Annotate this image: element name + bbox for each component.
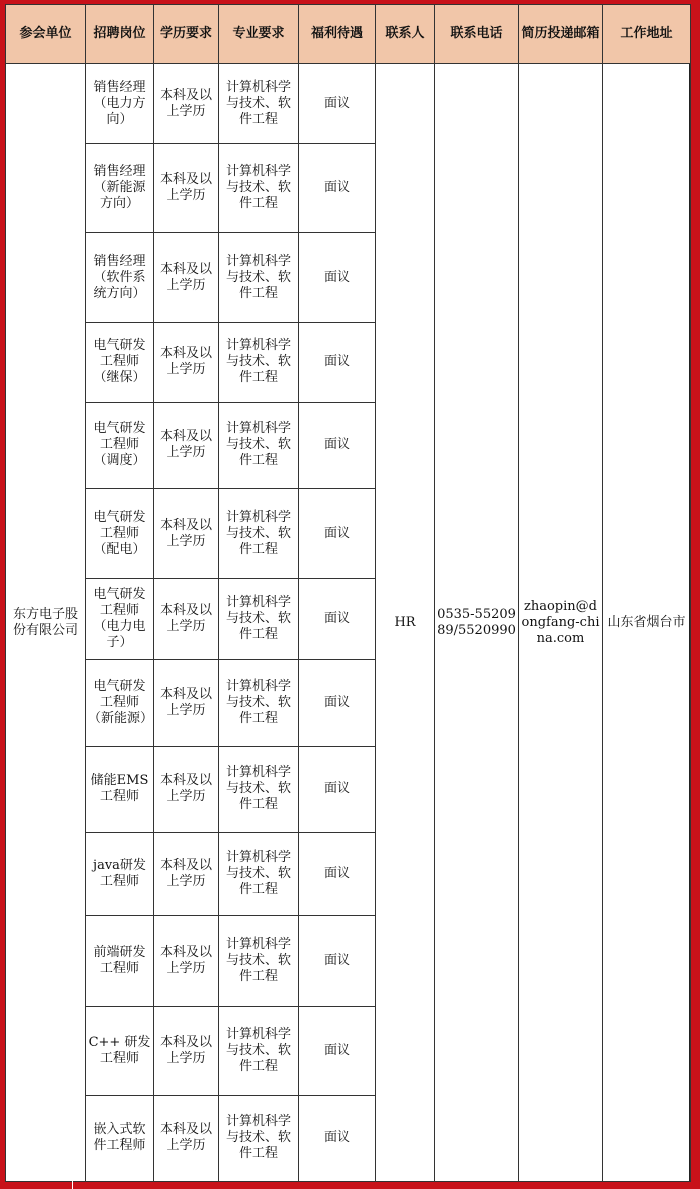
email-cell: zhaopin@dongfang-china.com bbox=[519, 64, 603, 1182]
major-cell: 计算机科学与技术、软件工程 bbox=[219, 144, 299, 233]
position-cell: 前端研发工程师 bbox=[86, 916, 154, 1007]
header-company: 参会单位 bbox=[6, 5, 86, 64]
education-cell: 本科及以上学历 bbox=[154, 659, 219, 746]
job-table-frame bbox=[5, 4, 690, 1182]
header-email: 简历投递邮箱 bbox=[519, 5, 603, 64]
major-cell: 计算机科学与技术、软件工程 bbox=[219, 322, 299, 402]
major-cell: 计算机科学与技术、软件工程 bbox=[219, 659, 299, 746]
position-cell: 电气研发工程师（继保） bbox=[86, 322, 154, 402]
position-cell: 储能EMS工程师 bbox=[86, 746, 154, 832]
phone-cell: 0535-5520989/5520990 bbox=[435, 64, 519, 1182]
major-cell: 计算机科学与技术、软件工程 bbox=[219, 832, 299, 915]
benefits-cell: 面议 bbox=[299, 659, 376, 746]
education-cell: 本科及以上学历 bbox=[154, 579, 219, 659]
major-cell: 计算机科学与技术、软件工程 bbox=[219, 1007, 299, 1095]
major-cell: 计算机科学与技术、软件工程 bbox=[219, 402, 299, 488]
education-cell: 本科及以上学历 bbox=[154, 64, 219, 144]
position-cell: java研发工程师 bbox=[86, 832, 154, 915]
contact-cell: HR bbox=[376, 64, 435, 1182]
position-cell: 电气研发工程师（调度） bbox=[86, 402, 154, 488]
benefits-cell: 面议 bbox=[299, 64, 376, 144]
header-phone: 联系电话 bbox=[435, 5, 519, 64]
benefits-cell: 面议 bbox=[299, 489, 376, 579]
header-address: 工作地址 bbox=[603, 5, 691, 64]
benefits-cell: 面议 bbox=[299, 1007, 376, 1095]
education-cell: 本科及以上学历 bbox=[154, 489, 219, 579]
benefits-cell: 面议 bbox=[299, 746, 376, 832]
education-cell: 本科及以上学历 bbox=[154, 144, 219, 233]
major-cell: 计算机科学与技术、软件工程 bbox=[219, 233, 299, 322]
address-cell: 山东省烟台市 bbox=[603, 64, 691, 1182]
position-cell: 电气研发工程师（新能源） bbox=[86, 659, 154, 746]
major-cell: 计算机科学与技术、软件工程 bbox=[219, 916, 299, 1007]
major-cell: 计算机科学与技术、软件工程 bbox=[219, 1095, 299, 1181]
benefits-cell: 面议 bbox=[299, 579, 376, 659]
corner-tick bbox=[72, 1181, 73, 1189]
education-cell: 本科及以上学历 bbox=[154, 832, 219, 915]
benefits-cell: 面议 bbox=[299, 1095, 376, 1181]
education-cell: 本科及以上学历 bbox=[154, 322, 219, 402]
position-cell: 电气研发工程师（电力电子） bbox=[86, 579, 154, 659]
benefits-cell: 面议 bbox=[299, 144, 376, 233]
header-education: 学历要求 bbox=[154, 5, 219, 64]
position-cell: 嵌入式软件工程师 bbox=[86, 1095, 154, 1181]
position-cell: C++ 研发工程师 bbox=[86, 1007, 154, 1095]
job-table bbox=[5, 4, 691, 1182]
header-position: 招聘岗位 bbox=[86, 5, 154, 64]
header-row bbox=[6, 5, 691, 64]
education-cell: 本科及以上学历 bbox=[154, 1007, 219, 1095]
position-cell: 销售经理（软件系统方向） bbox=[86, 233, 154, 322]
position-cell: 电气研发工程师（配电） bbox=[86, 489, 154, 579]
education-cell: 本科及以上学历 bbox=[154, 233, 219, 322]
benefits-cell: 面议 bbox=[299, 322, 376, 402]
education-cell: 本科及以上学历 bbox=[154, 402, 219, 488]
benefits-cell: 面议 bbox=[299, 233, 376, 322]
header-benefits: 福利待遇 bbox=[299, 5, 376, 64]
company-cell: 东方电子股份有限公司 bbox=[6, 64, 86, 1182]
education-cell: 本科及以上学历 bbox=[154, 746, 219, 832]
major-cell: 计算机科学与技术、软件工程 bbox=[219, 64, 299, 144]
major-cell: 计算机科学与技术、软件工程 bbox=[219, 746, 299, 832]
table-row bbox=[6, 64, 691, 144]
major-cell: 计算机科学与技术、软件工程 bbox=[219, 579, 299, 659]
benefits-cell: 面议 bbox=[299, 916, 376, 1007]
benefits-cell: 面议 bbox=[299, 402, 376, 488]
major-cell: 计算机科学与技术、软件工程 bbox=[219, 489, 299, 579]
education-cell: 本科及以上学历 bbox=[154, 1095, 219, 1181]
education-cell: 本科及以上学历 bbox=[154, 916, 219, 1007]
header-contact: 联系人 bbox=[376, 5, 435, 64]
position-cell: 销售经理（新能源方向） bbox=[86, 144, 154, 233]
header-major: 专业要求 bbox=[219, 5, 299, 64]
position-cell: 销售经理（电力方向） bbox=[86, 64, 154, 144]
benefits-cell: 面议 bbox=[299, 832, 376, 915]
